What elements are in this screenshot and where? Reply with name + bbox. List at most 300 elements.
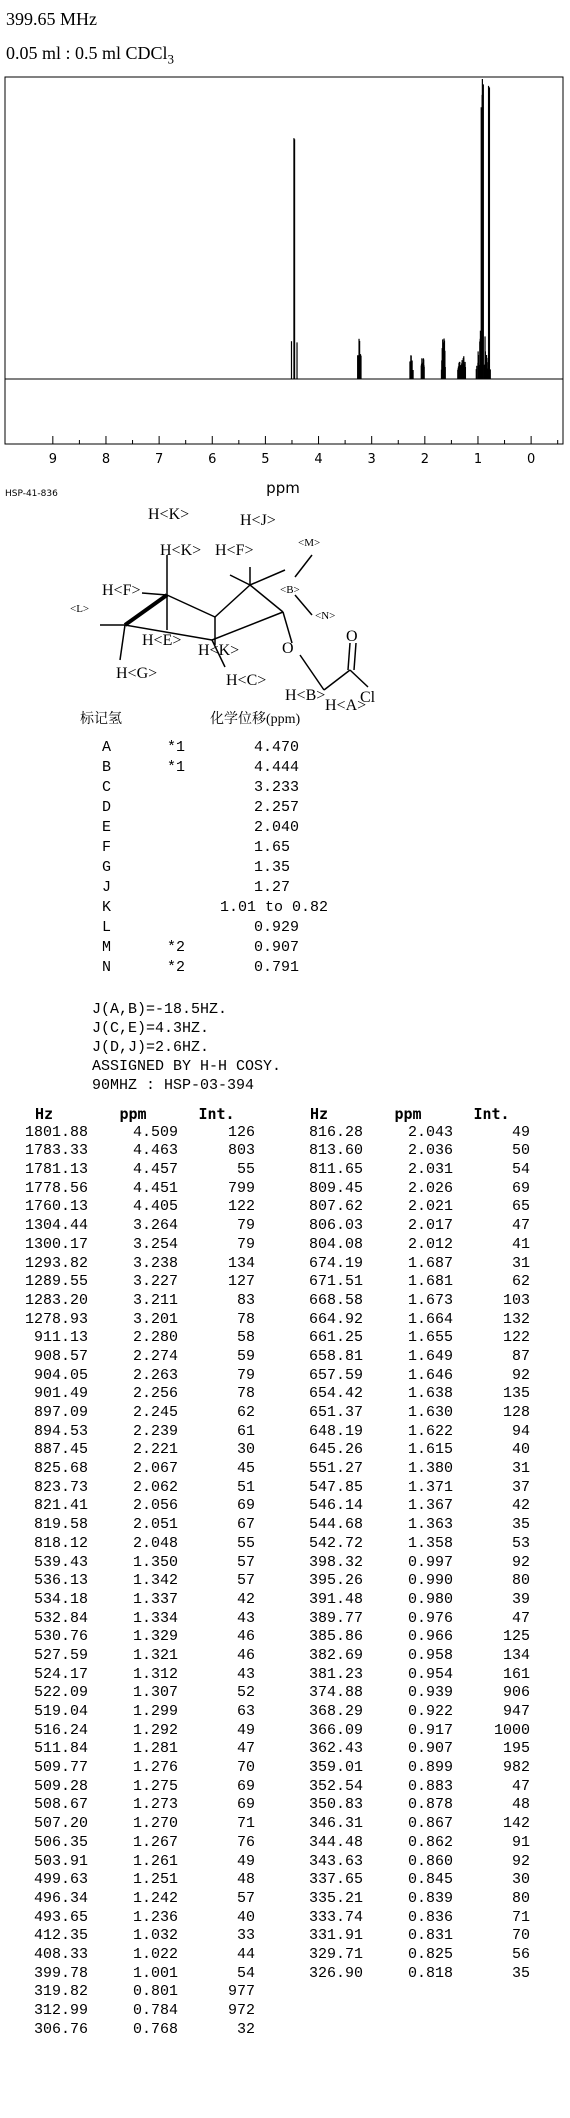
peak-ppm: 1.236 <box>132 1908 178 1926</box>
peak-intensity: 92 <box>511 1852 530 1870</box>
peak-intensity: 54 <box>236 1964 255 1982</box>
atom-label-chlorine: Cl <box>360 689 376 706</box>
peak-hz: 391.48 <box>308 1590 363 1608</box>
peak-intensity: 57 <box>236 1889 255 1907</box>
assignment-row <box>100 938 400 958</box>
peak-ppm: 1.261 <box>132 1852 178 1870</box>
peak-ppm: 1.032 <box>132 1927 178 1945</box>
proton-label: K <box>102 899 112 916</box>
peak-hz: 532.84 <box>33 1609 88 1627</box>
peak-ppm: 4.457 <box>132 1161 178 1179</box>
peak-ppm: 0.862 <box>407 1833 453 1851</box>
peak-intensity: 54 <box>511 1161 530 1179</box>
peak-hz: 911.13 <box>33 1329 88 1347</box>
peak-ppm: 2.256 <box>132 1385 178 1403</box>
chemical-shift: 3.233 <box>254 779 300 796</box>
peak-hz: 509.28 <box>33 1777 88 1795</box>
peak-ppm: 0.768 <box>132 2020 178 2038</box>
peak-ppm: 0.976 <box>407 1609 453 1627</box>
peak-hz: 818.12 <box>33 1534 88 1552</box>
proton-label: N <box>102 959 112 976</box>
peak-hz: 816.28 <box>308 1123 363 1141</box>
assignment-row <box>100 758 400 778</box>
peak-hz: 671.51 <box>308 1273 363 1291</box>
peak-intensity: 46 <box>236 1628 255 1646</box>
peak-hz: 412.35 <box>33 1927 88 1945</box>
coupling-note: J(C,E)=4.3HZ. <box>92 1020 210 1037</box>
x-tick-label: 1 <box>473 452 483 467</box>
peak-ppm: 1.321 <box>132 1646 178 1664</box>
peak-intensity: 33 <box>236 1927 255 1945</box>
peak-intensity: 30 <box>236 1441 255 1459</box>
peak-hz: 1300.17 <box>24 1235 88 1253</box>
assignment-table <box>100 738 400 978</box>
peak-ppm: 2.280 <box>132 1329 178 1347</box>
chemical-shift: 0.907 <box>254 939 300 956</box>
peak-hz: 539.43 <box>33 1553 88 1571</box>
peak-hz: 374.88 <box>308 1684 363 1702</box>
peak-ppm: 2.274 <box>132 1347 178 1365</box>
peak-hz: 1778.56 <box>24 1179 88 1197</box>
peak-ppm: 3.211 <box>132 1291 178 1309</box>
peak-intensity: 69 <box>511 1179 530 1197</box>
peak-ppm: 0.958 <box>407 1646 453 1664</box>
peak-hz: 1760.13 <box>24 1198 88 1216</box>
peak-hz: 819.58 <box>33 1516 88 1534</box>
peak-ppm: 2.017 <box>407 1217 453 1235</box>
peak-ppm: 3.238 <box>132 1254 178 1272</box>
peak-hz: 493.65 <box>33 1908 88 1926</box>
peak-hz: 333.74 <box>308 1908 363 1926</box>
peak-ppm: 4.405 <box>132 1198 178 1216</box>
x-axis <box>49 436 558 467</box>
assignment-row <box>100 898 400 918</box>
atom-label-hk-low: H<K> <box>198 642 240 659</box>
peak-intensity: 799 <box>227 1179 255 1197</box>
peak-ppm: 1.655 <box>407 1329 453 1347</box>
peak-hz: 1781.13 <box>24 1161 88 1179</box>
atom-label-hf-right: H<F> <box>215 542 254 559</box>
chemical-shift: 1.65 <box>254 839 291 856</box>
chemical-shift: 2.040 <box>254 819 300 836</box>
ether-bond <box>283 612 292 643</box>
assignment-header-label: 标记氢 <box>80 712 122 727</box>
peak-intensity: 67 <box>236 1516 255 1534</box>
peak-intensity: 32 <box>236 2020 255 2038</box>
x-tick-label: 7 <box>154 452 164 467</box>
peak-intensity: 78 <box>236 1385 255 1403</box>
peak-ppm: 1.673 <box>407 1291 453 1309</box>
peak-intensity: 69 <box>236 1777 255 1795</box>
peak-ppm: 3.227 <box>132 1273 178 1291</box>
peak-ppm: 2.239 <box>132 1422 178 1440</box>
peak-ppm: 0.980 <box>407 1590 453 1608</box>
peak-ppm: 0.845 <box>407 1871 453 1889</box>
chemical-shift: 4.444 <box>254 759 300 776</box>
peak-intensity: 947 <box>502 1703 530 1720</box>
peak-ppm: 1.630 <box>407 1404 453 1421</box>
peak-intensity: 127 <box>227 1273 255 1291</box>
peak-hz: 312.99 <box>33 2002 88 2019</box>
peak-hz: 389.77 <box>308 1609 363 1627</box>
peak-intensity: 71 <box>236 1815 255 1833</box>
column-header-hz: Hz <box>309 1105 329 1123</box>
peak-hz: 809.45 <box>308 1179 363 1197</box>
x-tick-label: 8 <box>101 452 111 467</box>
peak-hz: 319.82 <box>33 1983 88 2001</box>
peak-hz: 306.76 <box>33 2020 88 2038</box>
peak-intensity: 69 <box>236 1796 255 1814</box>
chemical-shift: 2.257 <box>254 799 300 816</box>
atom-label-hj: H<J> <box>240 512 276 529</box>
column-header-ppm: ppm <box>394 1105 422 1123</box>
peak-intensity: 35 <box>511 1516 530 1534</box>
peak-intensity: 47 <box>236 1740 255 1758</box>
peak-ppm: 4.509 <box>132 1123 178 1141</box>
spectrometer-frequency: 399.65 MHz <box>6 9 97 29</box>
peak-intensity: 92 <box>511 1553 530 1571</box>
peak-hz: 546.14 <box>308 1497 363 1515</box>
peak-intensity: 70 <box>236 1759 255 1777</box>
peak-ppm: 2.048 <box>132 1534 178 1552</box>
isopropyl-bond <box>295 555 312 577</box>
proton-label: B <box>102 759 112 776</box>
peak-ppm: 2.031 <box>407 1161 453 1179</box>
peak-intensity: 134 <box>227 1254 255 1272</box>
peak-hz: 547.85 <box>308 1478 363 1496</box>
peak-hz: 1801.88 <box>24 1123 88 1141</box>
atom-label-hc: H<C> <box>226 672 267 689</box>
peak-hz: 668.58 <box>308 1291 363 1309</box>
peak-intensity: 103 <box>502 1291 530 1309</box>
peak-intensity: 803 <box>227 1142 255 1160</box>
peak-hz: 542.72 <box>308 1534 363 1552</box>
peak-hz: 506.35 <box>33 1833 88 1851</box>
peak-hz: 534.18 <box>33 1590 88 1608</box>
peak-ppm: 1.001 <box>132 1964 178 1982</box>
x-tick-label: 5 <box>261 452 270 467</box>
peak-hz: 544.68 <box>308 1516 363 1534</box>
h-bond <box>120 625 125 660</box>
peak-intensity: 79 <box>236 1235 255 1253</box>
peak-hz: 359.01 <box>308 1759 363 1777</box>
peak-intensity: 46 <box>236 1646 255 1664</box>
peak-intensity: 35 <box>511 1964 530 1982</box>
x-tick-label: 4 <box>314 452 323 467</box>
solvent-ratio <box>6 43 174 68</box>
peak-ppm: 3.201 <box>132 1310 178 1328</box>
peak-intensity: 49 <box>236 1852 255 1870</box>
peak-hz: 664.92 <box>308 1310 363 1328</box>
x-tick-label: 2 <box>420 452 429 467</box>
peak-ppm: 1.251 <box>132 1871 178 1889</box>
molecule-structure <box>30 495 376 714</box>
peak-intensity: 61 <box>236 1422 255 1440</box>
proton-label: J <box>102 879 112 896</box>
carbonyl-bond <box>348 643 350 670</box>
coupling-note: J(A,B)=-18.5HZ. <box>92 1001 228 1018</box>
peak-ppm: 4.451 <box>132 1179 178 1197</box>
peak-hz: 645.26 <box>308 1441 363 1459</box>
peak-intensity: 40 <box>236 1908 255 1926</box>
peak-ppm: 0.917 <box>407 1721 453 1739</box>
peak-ppm: 1.022 <box>132 1945 178 1963</box>
proton-label: F <box>102 839 112 856</box>
atom-label-he: H<E> <box>142 632 182 649</box>
peak-hz: 897.09 <box>33 1404 88 1421</box>
peak-hz: 352.54 <box>308 1777 363 1795</box>
peak-ppm: 2.245 <box>132 1404 178 1421</box>
column-header-int: Int. <box>473 1105 510 1123</box>
peak-intensity: 53 <box>511 1534 530 1552</box>
peak-intensity: 39 <box>511 1590 530 1608</box>
peak-intensity: 125 <box>502 1628 530 1646</box>
peak-hz: 536.13 <box>33 1572 88 1590</box>
peak-intensity: 79 <box>236 1217 255 1235</box>
peak-intensity: 142 <box>502 1815 530 1833</box>
peak-intensity: 972 <box>227 2002 255 2019</box>
peak-ppm: 2.043 <box>407 1123 453 1141</box>
peak-hz: 399.78 <box>33 1964 88 1982</box>
acyl-cl-bond <box>350 670 368 687</box>
peak-intensity: 48 <box>511 1796 530 1814</box>
peak-hz: 657.59 <box>308 1366 363 1384</box>
peak-hz: 395.26 <box>308 1572 363 1590</box>
peak-ppm: 1.307 <box>132 1684 178 1702</box>
peak-hz: 381.23 <box>308 1665 363 1683</box>
atom-label-m: <M> <box>298 537 321 549</box>
peak-ppm: 1.267 <box>132 1833 178 1851</box>
peak-ppm: 1.367 <box>407 1497 453 1515</box>
peak-ppm: 0.883 <box>407 1777 453 1795</box>
peak-intensity: 42 <box>236 1590 255 1608</box>
peak-hz: 658.81 <box>308 1347 363 1365</box>
peak-intensity: 982 <box>502 1759 530 1777</box>
peak-ppm: 0.784 <box>132 2002 178 2019</box>
peak-ppm: 1.342 <box>132 1572 178 1590</box>
peak-intensity: 55 <box>236 1534 255 1552</box>
peak-ppm: 1.281 <box>132 1740 178 1758</box>
peak-hz: 1293.82 <box>24 1254 88 1272</box>
peak-hz: 807.62 <box>308 1198 363 1216</box>
assignment-note: *2 <box>167 939 186 956</box>
proton-label: L <box>102 919 112 936</box>
coupling-notes <box>92 1000 281 1095</box>
peak-intensity: 47 <box>511 1777 530 1795</box>
peak-intensity: 122 <box>502 1329 530 1347</box>
peak-hz: 516.24 <box>33 1721 88 1739</box>
proton-label: C <box>102 779 112 796</box>
peak-intensity: 47 <box>511 1609 530 1627</box>
peak-ppm: 1.273 <box>132 1796 178 1814</box>
peak-intensity: 44 <box>236 1945 255 1963</box>
peak-intensity: 69 <box>236 1497 255 1515</box>
peak-hz: 1283.20 <box>24 1291 88 1309</box>
peak-ppm: 0.997 <box>407 1553 453 1571</box>
peak-hz: 522.09 <box>33 1684 88 1702</box>
proton-label: A <box>102 739 112 756</box>
proton-label: M <box>102 939 112 956</box>
peak-ppm: 1.646 <box>407 1366 453 1384</box>
atom-label-carbonyl-oxygen: O <box>346 628 358 645</box>
peak-intensity: 62 <box>511 1273 530 1291</box>
peak-ppm: 2.021 <box>407 1198 453 1216</box>
proton-label: D <box>102 799 112 816</box>
peak-ppm: 1.242 <box>132 1889 178 1907</box>
peak-intensity: 31 <box>511 1254 530 1272</box>
peak-intensity: 977 <box>227 1983 255 2001</box>
peak-intensity: 71 <box>511 1908 530 1926</box>
chemical-shift: 0.929 <box>254 919 300 936</box>
peak-ppm: 0.836 <box>407 1908 453 1926</box>
peak-intensity: 43 <box>236 1609 255 1627</box>
atom-label-hk-top: H<K> <box>148 506 190 523</box>
assignment-note: *1 <box>167 759 186 776</box>
peak-ppm: 0.839 <box>407 1889 453 1907</box>
peak-ppm: 1.334 <box>132 1609 178 1627</box>
peak-intensity: 91 <box>511 1833 530 1851</box>
peak-intensity: 55 <box>236 1161 255 1179</box>
peak-intensity: 56 <box>511 1945 530 1963</box>
peak-ppm: 1.276 <box>132 1759 178 1777</box>
peak-hz: 362.43 <box>308 1740 363 1758</box>
peak-hz: 366.09 <box>308 1721 363 1739</box>
peak-ppm: 1.358 <box>407 1534 453 1552</box>
peak-intensity: 48 <box>236 1871 255 1889</box>
solvent-subscript: 3 <box>167 51 175 67</box>
peak-intensity: 41 <box>511 1235 530 1253</box>
peak-intensity: 30 <box>511 1871 530 1889</box>
atom-label-hf-left: H<F> <box>102 582 141 599</box>
peak-intensity: 57 <box>236 1572 255 1590</box>
chain-bond <box>300 655 324 690</box>
peak-intensity: 59 <box>236 1347 255 1365</box>
peak-hz: 823.73 <box>33 1478 88 1496</box>
isopropyl-bond <box>295 595 312 615</box>
assignment-row <box>100 818 400 838</box>
peak-ppm: 2.062 <box>132 1478 178 1496</box>
peak-intensity: 63 <box>236 1703 255 1720</box>
peak-intensity: 128 <box>502 1404 530 1421</box>
peak-hz: 524.17 <box>33 1665 88 1683</box>
peak-ppm: 0.907 <box>407 1740 453 1758</box>
peak-ppm: 1.350 <box>132 1553 178 1571</box>
peak-intensity: 62 <box>236 1404 255 1421</box>
atom-label-hg: H<G> <box>116 665 158 682</box>
peak-ppm: 0.867 <box>407 1815 453 1833</box>
peak-hz: 904.05 <box>33 1366 88 1384</box>
peak-intensity: 51 <box>236 1478 255 1496</box>
chemical-shift: 0.791 <box>254 959 300 976</box>
chain-bond <box>324 670 350 690</box>
assignment-note: *1 <box>167 739 186 756</box>
peak-ppm: 0.990 <box>407 1572 453 1590</box>
assignment-row <box>100 918 400 938</box>
peak-intensity: 79 <box>236 1366 255 1384</box>
chemical-shift: 1.35 <box>254 859 291 876</box>
peak-intensity: 80 <box>511 1572 530 1590</box>
x-tick-label: 0 <box>526 452 536 467</box>
peak-ppm: 1.687 <box>407 1254 453 1272</box>
peak-ppm: 0.831 <box>407 1927 453 1945</box>
peak-intensity: 906 <box>502 1684 530 1702</box>
peak-intensity: 49 <box>236 1721 255 1739</box>
assignment-row <box>100 738 400 758</box>
peak-hz: 1304.44 <box>24 1217 88 1235</box>
peak-ppm: 2.056 <box>132 1497 178 1515</box>
peak-hz: 894.53 <box>33 1422 88 1440</box>
chemical-shift: 4.470 <box>254 739 300 756</box>
peak-intensity: 135 <box>502 1385 530 1403</box>
peak-hz: 674.19 <box>308 1254 363 1272</box>
peak-ppm: 0.825 <box>407 1945 453 1963</box>
peak-ppm: 1.292 <box>132 1721 178 1739</box>
peak-ppm: 0.954 <box>407 1665 453 1683</box>
ring-bond <box>125 595 167 625</box>
peak-intensity: 70 <box>511 1927 530 1945</box>
ring-bond <box>250 585 283 612</box>
peak-hz: 329.71 <box>308 1945 363 1963</box>
x-tick-label: 6 <box>208 452 217 467</box>
carbonyl-bond <box>354 643 356 670</box>
peak-hz: 508.67 <box>33 1796 88 1814</box>
peak-hz: 385.86 <box>308 1628 363 1646</box>
proton-label: G <box>102 859 112 876</box>
peak-hz: 825.68 <box>33 1460 88 1478</box>
peak-intensity: 43 <box>236 1665 255 1683</box>
peak-ppm: 1.270 <box>132 1815 178 1833</box>
peak-ppm: 1.363 <box>407 1516 453 1534</box>
assignment-row <box>100 878 400 898</box>
proton-label: E <box>102 819 112 836</box>
peak-intensity: 45 <box>236 1460 255 1478</box>
peak-ppm: 1.337 <box>132 1590 178 1608</box>
peak-ppm: 3.264 <box>132 1217 178 1235</box>
peak-intensity: 50 <box>511 1142 530 1160</box>
peak-intensity: 52 <box>236 1684 255 1702</box>
peak-intensity: 122 <box>227 1198 255 1216</box>
peak-intensity: 195 <box>502 1740 530 1758</box>
column-header-hz: Hz <box>34 1105 54 1123</box>
peak-ppm: 0.939 <box>407 1684 453 1702</box>
peak-intensity: 42 <box>511 1497 530 1515</box>
atom-label-l: <L> <box>70 603 90 615</box>
assignment-row <box>100 838 400 858</box>
peak-ppm: 0.922 <box>407 1703 453 1720</box>
h-bond <box>142 593 167 595</box>
peak-hz: 901.49 <box>33 1385 88 1403</box>
peak-hz: 1783.33 <box>24 1142 88 1160</box>
coupling-note: 90MHZ : HSP-03-394 <box>92 1077 255 1094</box>
peak-ppm: 0.860 <box>407 1852 453 1870</box>
peak-ppm: 1.371 <box>407 1478 453 1496</box>
peak-ppm: 1.615 <box>407 1441 453 1459</box>
coupling-note: J(D,J)=2.6HZ. <box>92 1039 210 1056</box>
chemical-shift: 1.01 to 0.82 <box>220 899 329 916</box>
peak-intensity: 94 <box>511 1422 530 1440</box>
peak-intensity: 126 <box>227 1123 255 1141</box>
peak-hz: 337.65 <box>308 1871 363 1889</box>
peak-hz: 503.91 <box>33 1852 88 1870</box>
peak-intensity: 65 <box>511 1198 530 1216</box>
peak-hz: 821.41 <box>33 1497 88 1515</box>
atom-label-ha: H<A> <box>325 697 367 714</box>
peak-hz: 509.77 <box>33 1759 88 1777</box>
peak-intensity: 83 <box>236 1291 255 1309</box>
peak-ppm: 0.878 <box>407 1796 453 1814</box>
peak-ppm: 1.380 <box>407 1460 453 1478</box>
atom-label-b-isopropyl: <B> <box>280 584 300 596</box>
